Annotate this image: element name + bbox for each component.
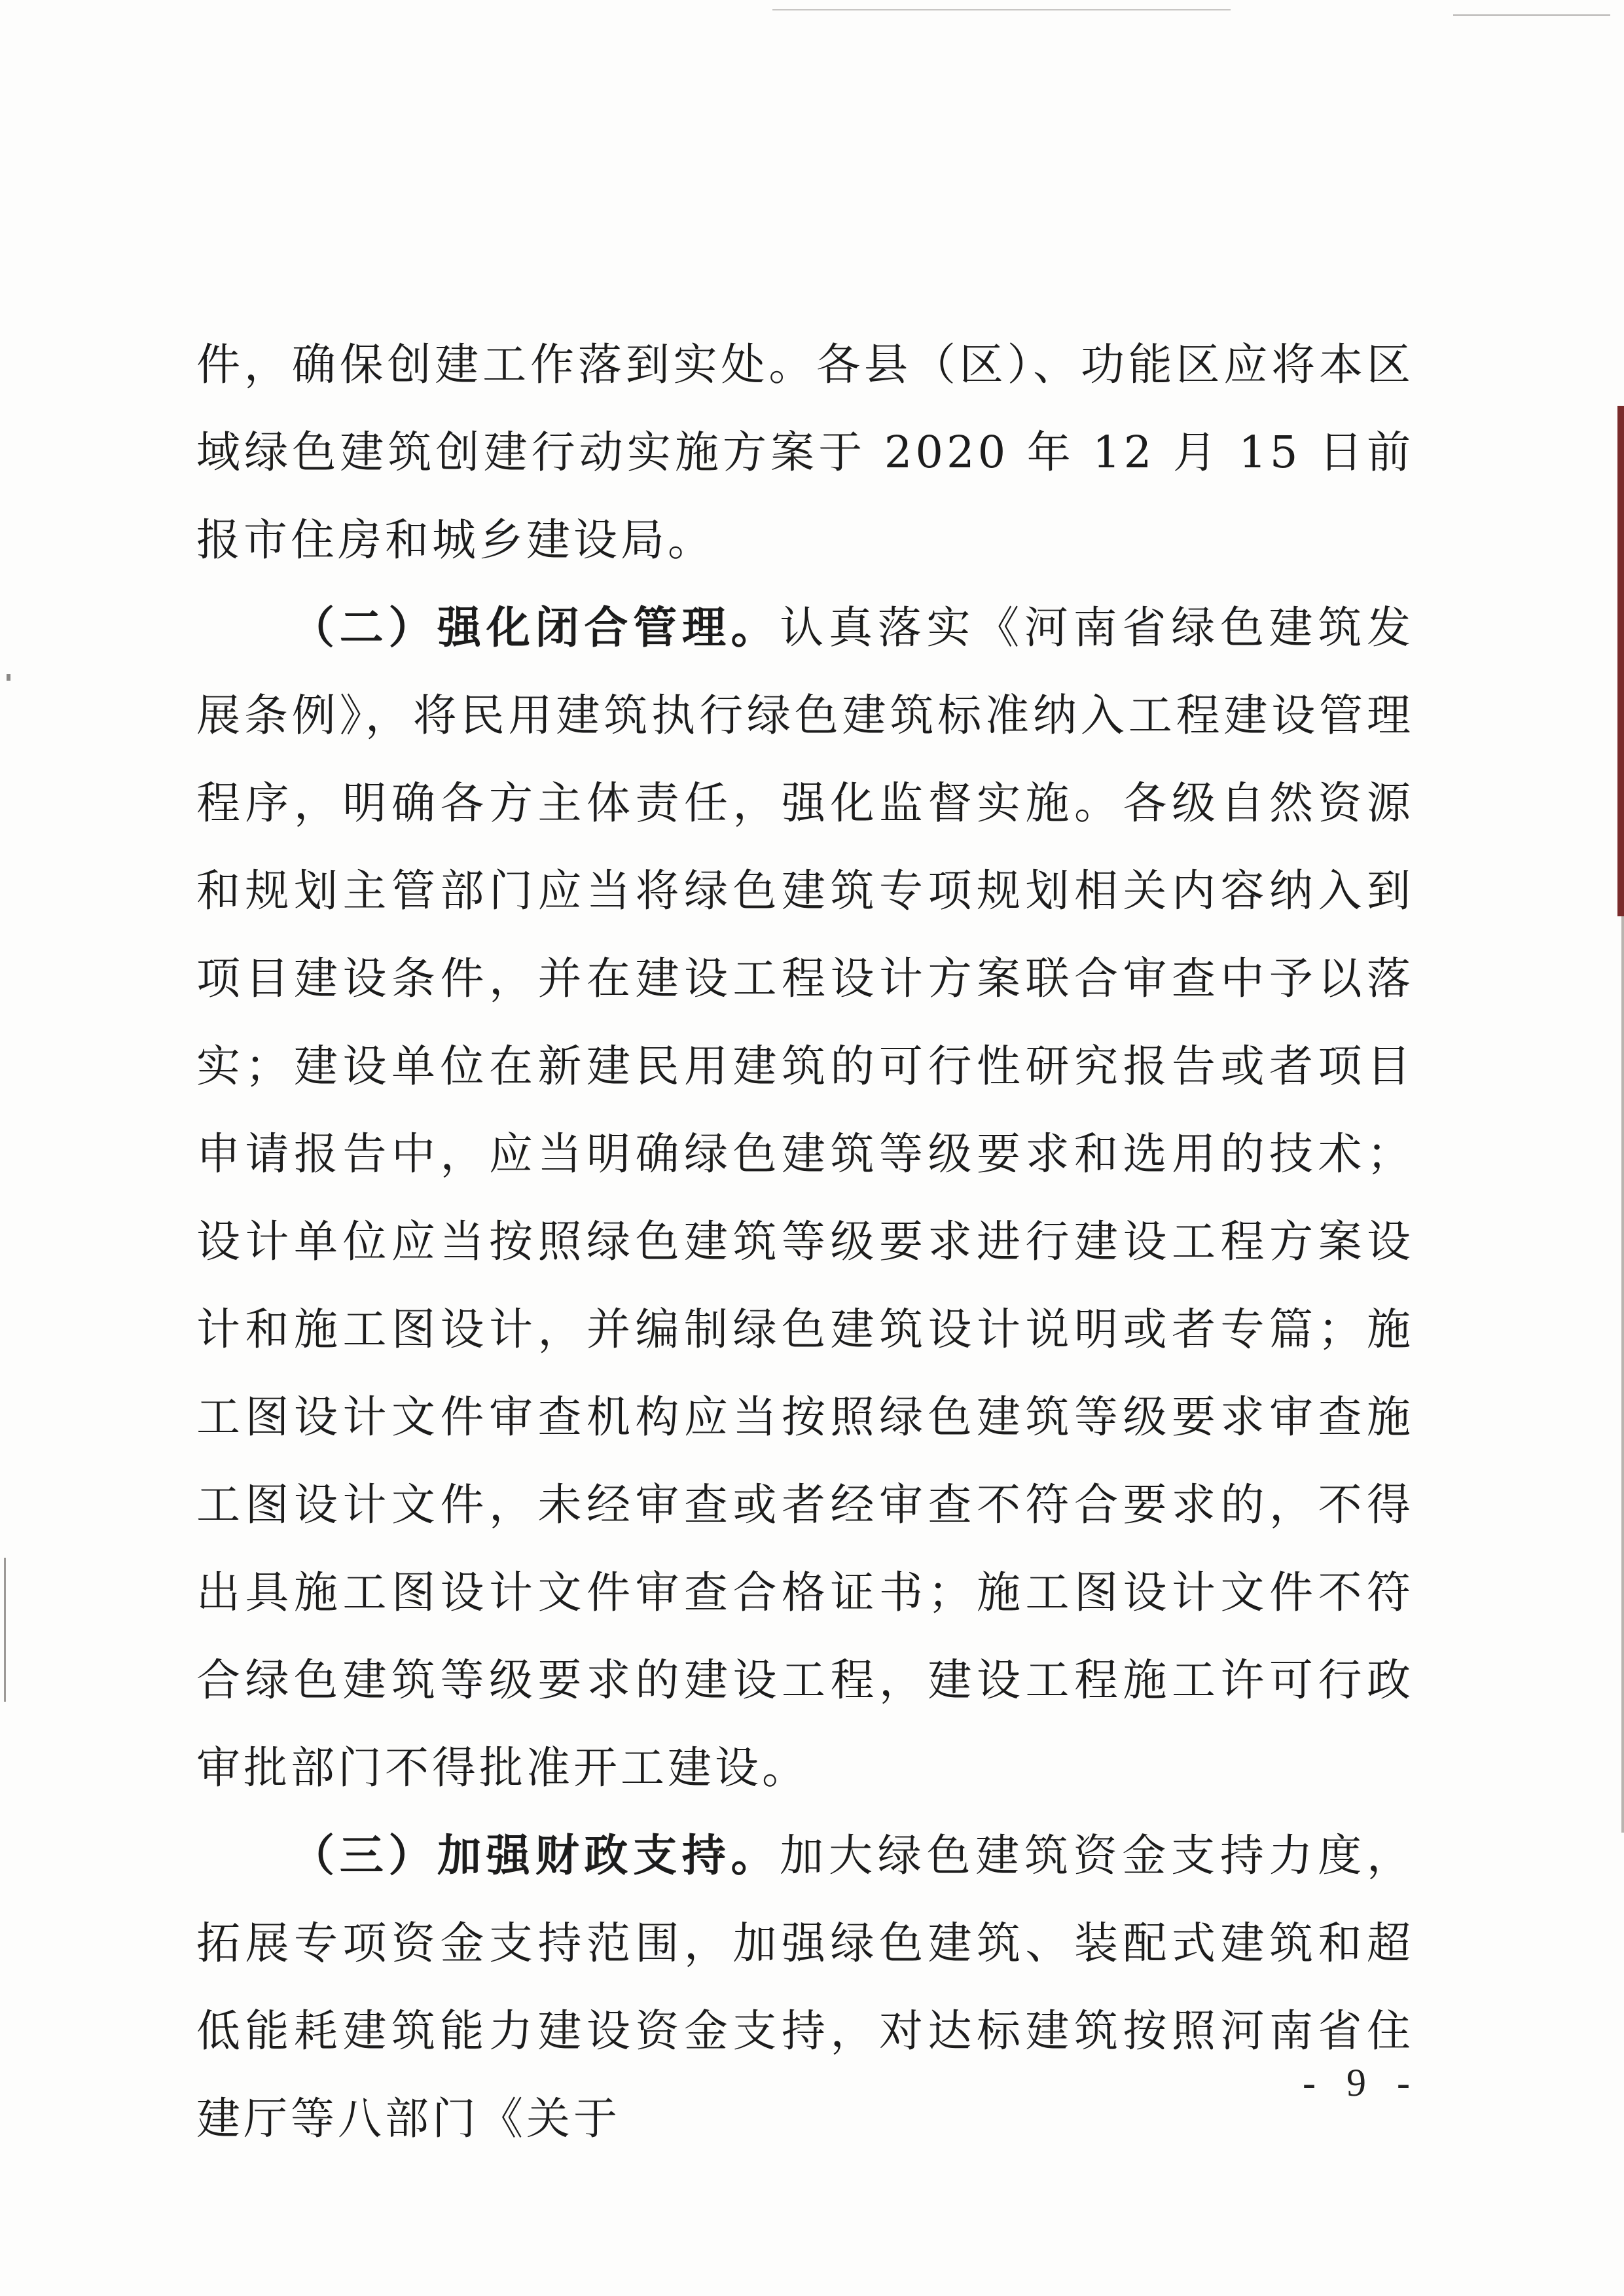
paragraph-text: 加大绿色建筑资金支持力度，拓展专项资金支持范围，加强绿色建筑、装配式建筑和超低能耗建筑能力建设资金支持，对达标建筑按照河南省住建厅等八部门《关于 — [196, 1830, 1415, 2144]
paragraph-closed-loop-management — [196, 584, 1414, 1812]
scan-artifact-left — [4, 1558, 6, 1702]
scan-edge-right — [1617, 406, 1624, 916]
body-text — [196, 321, 1414, 2162]
paragraph-text: 认真落实《河南省绿色建筑发展条例》，将民用建筑执行绿色建筑标准纳入工程建设管理程序，明确各方主体责任，强化监督实施。各级自然资源和规划主管部门应当将绿色建筑专项规划相关内容纳入到项目建设条件，并在建设工程设计方案联合审查中予以落实；建设单位在新建民用建筑的可行性研究报告或者项目申请报告中，应当明确绿色建筑等级要求和选用的技术；设计单位应当按照绿色建筑等级要求进行建设工程方案设计和施工图设计，并编制绿色建筑设计说明或者专篇；施工图设计文件审查机构应当按照绿色建筑等级要求审查施工图设计文件，未经审查或者经审查不符合要求的，不得出具施工图设计文件审查合格证书；施工图设计文件不符合绿色建筑等级要求的建设工程，建设工程施工许可行政审批部门不得批准开工建设。 — [196, 602, 1415, 1793]
section-heading-2: （二）强化闭合管理。 — [291, 601, 780, 653]
paragraph-continued — [196, 321, 1414, 584]
scan-artifact-top — [772, 9, 1231, 10]
scan-dot — [7, 674, 10, 681]
paragraph-text: 件，确保创建工作落到实处。各县（区）、功能区应将本区域绿色建筑创建行动实施方案于 2020 年 12 月 15 日前报市住房和城乡建设局。 — [196, 339, 1414, 565]
paragraph-financial-support — [196, 1812, 1414, 2162]
section-heading-3: （三）加强财政支持。 — [291, 1829, 780, 1881]
scan-artifact-top-right — [1453, 14, 1610, 16]
page-number: - 9 - — [1303, 2061, 1420, 2104]
scan-edge-right-shadow — [1621, 916, 1624, 1833]
